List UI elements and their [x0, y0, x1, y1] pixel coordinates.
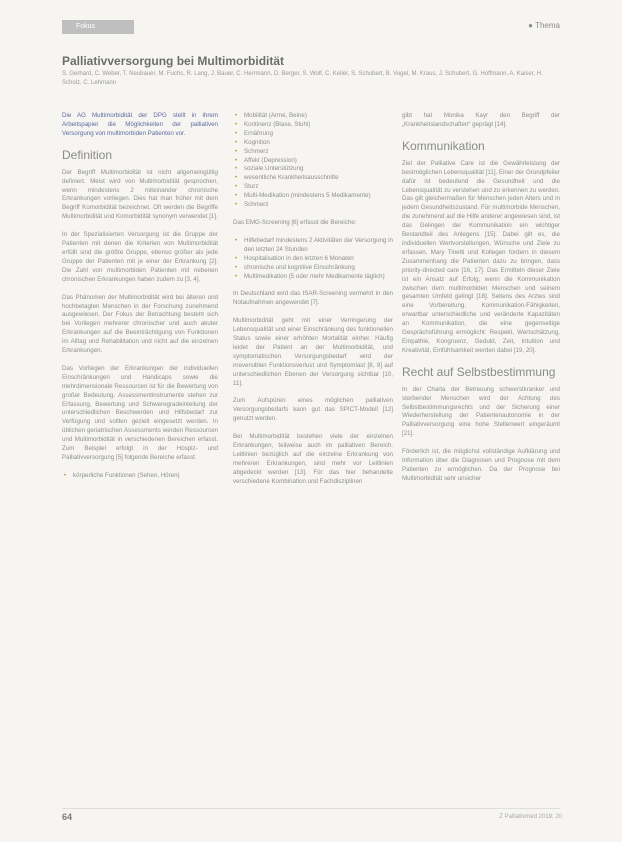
list-item: • Hospitalisation in den letzten 6 Monaten [242, 255, 393, 264]
paragraph: Der Begriff Multimorbidität ist nicht allgemeingültig definiert. Meist wird von Multimorbidität gesprochen, wenn mindestens 2 miteinander chronische Erkrankungen vorliegen. Dies hat man früher mit dem Begriff Komorbidität bezeichnet. Oft werden die Begriffe Multimorbidität und Komorbidität synonym verwendet [1]. [62, 168, 218, 221]
intro-paragraph: Die AG Multimorbidität der DPG stellt in ihrem Arbeitspapier die Möglichkeiten der palliativen Versorgung von multimorbiden Patienten vor. [62, 112, 218, 137]
list-item: • Kontinenz (Blase, Stuhl) [242, 121, 393, 130]
list-item: • Multimedikation (5 oder mehr Medikamente täglich) [242, 273, 393, 282]
journal-reference: Z Palliativmed 2019; 20 [499, 814, 562, 820]
topic-label: ● Thema [528, 21, 560, 30]
column-2 [233, 112, 393, 496]
section-tab: Fokus [62, 20, 134, 34]
screening-list [233, 237, 393, 282]
assessment-list [233, 112, 393, 210]
paragraph: Zum Aufspüren eines möglichen palliativen Versorgungsbedarfs kann gut das SPICT-Modell [12] genutzt werden. [233, 397, 393, 423]
paragraph: Förderlich ist, die möglichst vollständige Aufklärung und Information über die Diagnosen und Prognose mit dem Patienten zu ermöglichen. Da der Prognose bei Multimorbidität sehr unsicher [402, 448, 560, 482]
heading-kommunikation: Kommunikation [402, 138, 485, 153]
list-item: • Kognition [242, 139, 393, 148]
topic-text: Thema [535, 21, 560, 30]
list-item: • Schmerz [242, 201, 393, 210]
bullet-list [62, 472, 218, 481]
list-item: • Multi-Medikation (mindestens 5 Medikamente) [242, 192, 393, 201]
list-item: • Affekt (Depression) [242, 157, 393, 166]
list-item: • soziale Unterstützung [242, 165, 393, 174]
list-item: • Mobilität (Arme, Beine) [242, 112, 393, 121]
column-1 [62, 112, 218, 490]
paragraph: gibt hat Monika Kayr den Begriff der „Krankheitslandschaften“ geprägt [14]. [402, 112, 560, 128]
list-item: • wesentliche Krankheitsausschnitte [242, 174, 393, 183]
author-list: S. Gerhard, C. Weber, T. Neubauer, M. Fuchs, R. Lang, J. Bauer, C. Herrmann, D. Berger, S. Wolf, C. Keller, S. Schubert, B. Vogel, M. Kraus, J. Schubert, G. Hoffmann, A. Kaiser, H. Scholz, C. Lehmann [62, 71, 543, 86]
paragraph: Das EMG-Screening [6] erfasst die Bereiche: [233, 218, 357, 226]
page-number: 64 [62, 812, 73, 822]
paragraph: Das Vorliegen der Erkrankungen der individuellen Einschränkungen und Handicaps sowie die mehrdimensionale Ressourcen ist für die Bewertung von großer Bedeutung. Assessmentinstrumente stehen zur Erfassung, Bewertung und Schweregradeinteilung der unterschiedlichen Beschwerden und Hilfsbedarf zur Verfügung und sollten gezielt eingesetzt werden. In üblichen geriatrischen Assessments werden Ressourcen und Multimorbidität in verschiedenen Bereichen erfasst. Zum Beispiel erfolgt in der Hospiz- und Palliativversorgung [5] folgende Bereiche erfasst: [62, 364, 218, 461]
heading-definition: Definition [62, 147, 113, 162]
footer-divider [62, 808, 560, 809]
column-3 [402, 112, 560, 493]
paragraph: Multimorbidität geht mit einer Verringerung der Lebensqualität und einer Einschränkung des funktionellen Status sowie einer erhöhten Mortalität einher. Häufig leidet der Patient an der Multimorbidität, und symptomatischen Versorgungsbedarf wird der irreversiblen Funktionsverlust und Symptomlast [8, 9] auf unterschiedlichen Ebenen der Versorgung sichtbar [10, 11]. [233, 317, 393, 387]
paragraph: In der Spezialisierten Versorgung ist die Gruppe der Patienten mit denen die Kriterien von Multimorbidität erfüllt sind die größte Gruppe, ebenso größer als jede Gruppe der Patienten mit je einer der Erkrankung [2]. Die Zahl von multimorbiden Patienten mit nebenen chronischen Erkrankungen haben zudem zu [3, 4]. [62, 231, 218, 283]
list-item: • Schmerz [242, 148, 393, 157]
article-title: Palliativversorgung bei Multimorbidität [62, 54, 285, 68]
top-bar [62, 20, 560, 34]
paragraph: Ziel der Palliative Care ist die Gewährleistung der bestmöglichen Lebensqualität [11]. Einer der Grundpfeiler dafür ist bedeutend die Gesundheit und die Lebensqualität zu verstehen und zu erkennen zu werden. Das gilt gleichermaßen für Menschen jeden Alters und in jedem Gesundheitszustand. Für multimorbide Menschen, die zunehmend auf die Hilfe anderer angewiesen sind, ist das Gelingen der Kommunikation ein wichtiger Bestandteil des Anlegens [15]. Dabei gilt es, die individuellen Wertvorstellungen, Wünsche und Ziele zu erfassen. Mary Tinetti und Kollegen fordern in diesem Zusammenhang die Patienten dazu zu bringen, dass priority-directed care [16, 17]. Das Ermitteln dieser Ziele ist ein Ansatz auf Erfolg, wenn die Kommunikation zwischen dem multimorbiden Menschen und seinem gesamten Umfeld gelingt [18]. Seitens des Arztes sind eine Vorbereitung, Kommunikation-Fähigkeiten, erwartbar unterschiedliche und veränderte Kapazitäten an Kommunikation, die eine gegenseitige Gesprächsführung ermöglicht: Respekt, Wertschätzung, Empathie, Kongruenz, Geduld, Zeit, Intuition und Kreativität, Einfühlsamkeit werden dabei [19, 20]. [402, 159, 560, 354]
list-item: • Sturz [242, 183, 393, 192]
list-item: • Hilfebedarf mindestens 2 Aktivitäten der Versorgung in den letzten 24 Stunden [242, 237, 393, 255]
paragraph: Das Phänomen der Multimorbidität wird bei älteren und hochbetagten Menschen in der Forschung zunehmend ausgewiesen. Der Fokus der Betrachtung besteht sich bei Vorliegen mehrerer chronischer und auch akuter Erkrankungen auf die Beeinträchtigung von Funktionen im Alltag und Rehabilitation und nicht auf die einzelnen Erkrankungen. [62, 293, 218, 355]
list-item: • körperliche Funktionen (Sehen, Hören) [71, 472, 218, 481]
list-item: • chronische und kognitive Einschränkung [242, 264, 393, 273]
paragraph: In der Charta der Betreuung schwerstkranker und sterbender Menschen wird der Achtung des Selbstbestimmungsrechts und der Sicherung einer Wiederherstellung der Patientenautonomie in der Palliativversorgung eine hohe Stellenwert eingeräumt [21]. [402, 385, 560, 438]
paragraph: In Deutschland wird das ISAR-Screening vermehrt in den Notaufnahmen angewendet [7]. [233, 290, 393, 307]
list-item: • Ernährung [242, 130, 393, 139]
paragraph: Bei Multimorbidität bestehen viele der einzelnen Erkrankungen, teilweise auch im palliativen Bereich. Leitlinien bezüglich auf die einzelne Erkrankung von mehreren Erkrankungen, sind mehr vor Leitlinien abgedeckt werden [13]. Für das hier behandelte verschiedene Kombination und Fachdisziplinen [233, 433, 393, 485]
heading-recht: Recht auf Selbstbestimmung [402, 364, 556, 379]
